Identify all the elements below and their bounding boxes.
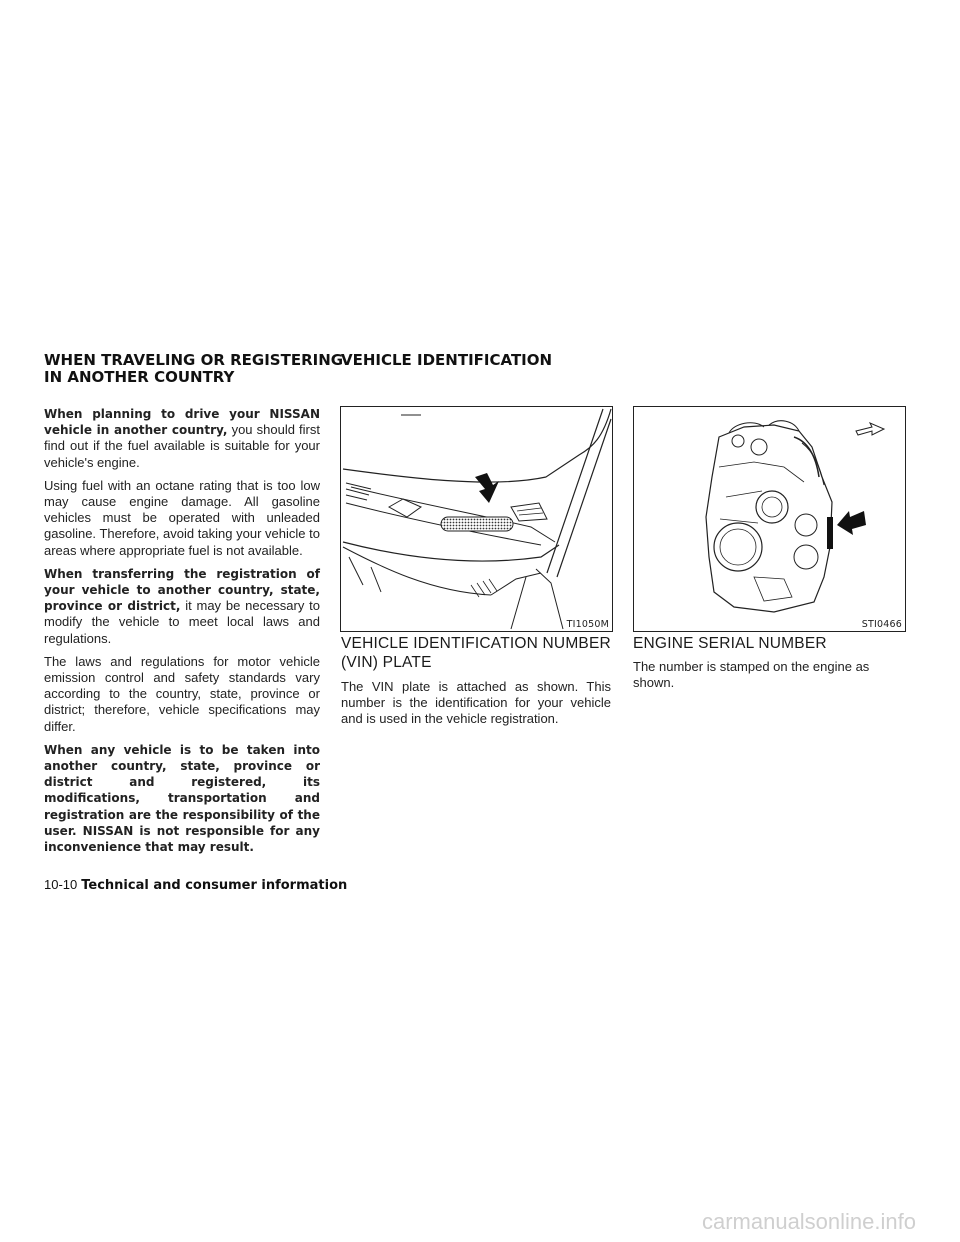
vin-plate-figure [340, 406, 613, 632]
page-number: 10-10 [44, 877, 78, 892]
paragraph-responsibility-bold: When any vehicle is to be taken into another country, state, province or district and registered, its modifications, transportation and registration are the responsibility of the user. NISSAN is not responsible for any inconvenience that may result. [44, 742, 320, 855]
vin-plate-body [341, 679, 611, 735]
paragraph-fuel [44, 406, 320, 471]
section-title-vehicle-identification: VEHICLE IDENTIFICATION [341, 351, 553, 369]
page-footer [44, 877, 347, 893]
vin-plate-subheading [341, 634, 611, 672]
vin-plate-illustration [341, 407, 612, 631]
paragraph-responsibility [44, 742, 320, 855]
vin-plate-text: The VIN plate is attached as shown. This number is the identification for your vehicle and is used in the vehicle registration. [341, 679, 611, 727]
left-column-body [44, 406, 320, 862]
paragraph-fuel-text: you should first find out if the fuel available is suitable for your vehicle's engine. [44, 422, 320, 470]
section-title-line-2: IN ANOTHER COUNTRY [44, 368, 235, 386]
engine-serial-body [633, 659, 905, 698]
section-title-traveling [44, 352, 343, 386]
footer-section-title: Technical and consumer information [81, 878, 348, 893]
engine-serial-subheading: ENGINE SERIAL NUMBER [633, 635, 827, 652]
vin-figure-code: TI1050M [566, 619, 609, 630]
watermark: carmanualsonline.info [701, 1209, 916, 1234]
paragraph-fuel-bold: When planning to drive your NISSAN vehicle in another country, [44, 407, 320, 438]
engine-figure [633, 406, 906, 632]
paragraph-octane: Using fuel with an octane rating that is too low may cause engine damage. All gasoline vehicles must be operated with unleaded gasoline. Therefore, avoid taking your vehicle to areas where appropriate fuel is not available. [44, 477, 320, 558]
section-title-line-1: WHEN TRAVELING OR REGISTERING [44, 351, 344, 369]
paragraph-regulations: The laws and regulations for motor vehicle emission control and safety standards vary according to the country, state, province or district; therefore, vehicle specifications may differ. [44, 653, 320, 734]
vin-subheading-line-2: (VIN) PLATE [341, 654, 432, 671]
engine-serial-text: The number is stamped on the engine as shown. [633, 659, 870, 691]
paragraph-registration-text: it may be necessary to modify the vehicle to meet local laws and regulations. [44, 598, 321, 646]
vin-subheading-line-1: VEHICLE IDENTIFICATION NUMBER [341, 635, 611, 652]
engine-illustration [634, 407, 905, 631]
engine-figure-code: STI0466 [861, 619, 902, 630]
paragraph-registration-bold: When transferring the registration of your vehicle to another country, state, province or district, [44, 566, 320, 614]
paragraph-registration [44, 566, 320, 647]
